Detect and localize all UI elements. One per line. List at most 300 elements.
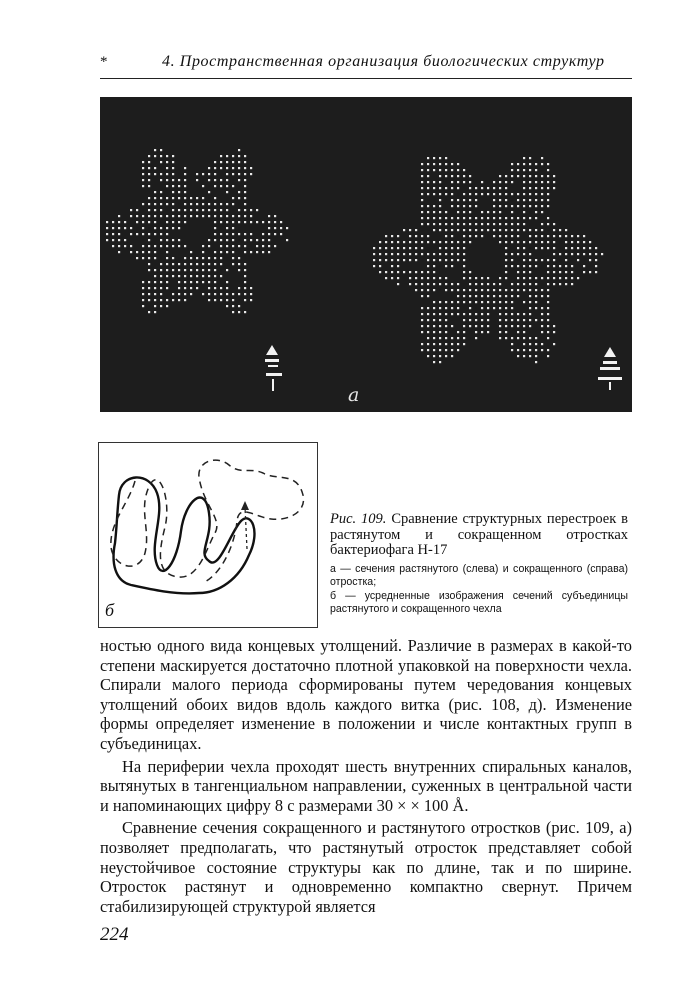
micrograph-dot (439, 187, 441, 189)
micrograph-dot (487, 277, 489, 279)
micrograph-image (100, 97, 632, 412)
micrograph-dot (487, 325, 489, 327)
micrograph-dot (274, 233, 276, 235)
micrograph-dot (427, 223, 429, 225)
micrograph-dot (535, 247, 537, 249)
micrograph-dot (391, 247, 393, 249)
micrograph-dot (397, 265, 399, 267)
micrograph-dot (481, 283, 483, 285)
page-header (100, 50, 632, 79)
micrograph-dot (118, 245, 120, 247)
micrograph-dot (238, 263, 240, 265)
micrograph-dot (469, 211, 471, 213)
micrograph-dot (439, 157, 441, 159)
micrograph-dot (421, 205, 423, 207)
micrograph-dot (469, 175, 471, 177)
micrograph-dot (493, 211, 495, 213)
micrograph-dot (268, 233, 270, 235)
micrograph-dot (166, 263, 168, 265)
micrograph-dot (244, 269, 246, 271)
micrograph-dot (160, 299, 162, 301)
micrograph-dot (166, 275, 168, 277)
micrograph-dot (547, 181, 549, 183)
micrograph-dot (439, 199, 441, 201)
micrograph-dot (172, 299, 174, 301)
micrograph-dot (433, 355, 435, 357)
micrograph-dot (373, 259, 375, 261)
micrograph-dot (493, 199, 495, 201)
micrograph-dot (475, 301, 477, 303)
micrograph-dot (220, 185, 222, 187)
micrograph-dot (220, 209, 222, 211)
micrograph-dot (469, 289, 471, 291)
micrograph-dot (148, 281, 150, 283)
micrograph-dot (475, 331, 477, 333)
micrograph-dot (463, 223, 465, 225)
micrograph-dot (154, 167, 156, 169)
micrograph-dot (244, 155, 246, 157)
micrograph-dot (226, 239, 228, 241)
micrograph-dot (385, 235, 387, 237)
micrograph-dot (433, 301, 435, 303)
micrograph-dot (535, 295, 537, 297)
micrograph-dot (178, 293, 180, 295)
micrograph-dot (481, 181, 483, 183)
micrograph-dot (178, 281, 180, 283)
micrograph-dot (571, 253, 573, 255)
micrograph-dot (415, 235, 417, 237)
micrograph-dot (445, 211, 447, 213)
micrograph-dot (238, 161, 240, 163)
micrograph-dot (481, 295, 483, 297)
figure-caption (330, 512, 628, 617)
micrograph-dot (439, 223, 441, 225)
micrograph-dot (463, 169, 465, 171)
micrograph-dot (214, 197, 216, 199)
micrograph-dot (166, 233, 168, 235)
micrograph-dot (421, 343, 423, 345)
micrograph-dot (214, 227, 216, 229)
micrograph-dot (499, 205, 501, 207)
caption-figure-number: Рис. 109. (330, 511, 387, 527)
micrograph-dot (487, 217, 489, 219)
micrograph-dot (451, 289, 453, 291)
micrograph-dot (178, 299, 180, 301)
micrograph-dot (274, 215, 276, 217)
micrograph-dot (403, 229, 405, 231)
micrograph-dot (541, 235, 543, 237)
micrograph-dot (445, 187, 447, 189)
micrograph-dot (511, 325, 513, 327)
micrograph-dot (445, 319, 447, 321)
micrograph-dot (469, 319, 471, 321)
micrograph-dot (541, 181, 543, 183)
micrograph-dot (226, 245, 228, 247)
micrograph-dot (571, 277, 573, 279)
micrograph-dot (499, 175, 501, 177)
micrograph-dot (529, 325, 531, 327)
micrograph-dot (148, 239, 150, 241)
micrograph-dot (517, 337, 519, 339)
micrograph-dot (232, 227, 234, 229)
micrograph-dot (232, 299, 234, 301)
micrograph-dot (214, 173, 216, 175)
micrograph-dot (148, 263, 150, 265)
micrograph-dot (154, 203, 156, 205)
micrograph-dot (202, 185, 204, 187)
micrograph-dot (529, 289, 531, 291)
micrograph-dot (379, 271, 381, 273)
micrograph-dot (148, 299, 150, 301)
paragraph-channels: На периферии чехла проходят шесть внутренних спиральных каналов, вытянутых в тангенциальном направлении, суженных в центральной части и напоминающих цифру 8 с размерами 30 × × 100 Å. (100, 756, 632, 815)
micrograph-dot (244, 233, 246, 235)
micrograph-dot (184, 167, 186, 169)
micrograph-dot (445, 193, 447, 195)
micrograph-dot (244, 221, 246, 223)
micrograph-dot (511, 175, 513, 177)
micrograph-dot (148, 287, 150, 289)
micrograph-dot (487, 193, 489, 195)
micrograph-dot (517, 193, 519, 195)
micrograph-dot (511, 289, 513, 291)
micrograph-dot (244, 287, 246, 289)
micrograph-dot (529, 181, 531, 183)
micrograph-dot (256, 209, 258, 211)
micrograph-dot (172, 239, 174, 241)
micrograph-dot (595, 247, 597, 249)
micrograph-dot (499, 283, 501, 285)
micrograph-dot (487, 319, 489, 321)
micrograph-dot (166, 257, 168, 259)
micrograph-dot (517, 253, 519, 255)
micrograph-dot (439, 229, 441, 231)
micrograph-dot (439, 331, 441, 333)
micrograph-dot (571, 241, 573, 243)
micrograph-dot (529, 253, 531, 255)
micrograph-dot (226, 293, 228, 295)
micrograph-dot (511, 295, 513, 297)
micrograph-dot (439, 283, 441, 285)
micrograph-dot (421, 223, 423, 225)
micrograph-dot (577, 247, 579, 249)
micrograph-dot (184, 269, 186, 271)
micrograph-dot (499, 199, 501, 201)
micrograph-dot (547, 271, 549, 273)
micrograph-dot (535, 187, 537, 189)
micrograph-dot (148, 209, 150, 211)
micrograph-dot (148, 251, 150, 253)
micrograph-dot (469, 223, 471, 225)
micrograph-dot (178, 185, 180, 187)
micrograph-dot (196, 275, 198, 277)
micrograph-dot (583, 265, 585, 267)
micrograph-dot (469, 277, 471, 279)
micrograph-dot (208, 287, 210, 289)
micrograph-dot (208, 275, 210, 277)
micrograph-dot (154, 287, 156, 289)
micrograph-dot (172, 227, 174, 229)
micrograph-dot (172, 173, 174, 175)
micrograph-dot (439, 211, 441, 213)
micrograph-dot (244, 161, 246, 163)
micrograph-dot (142, 293, 144, 295)
micrograph-dot (541, 223, 543, 225)
micrograph-dot (190, 197, 192, 199)
subunit-outlines (99, 443, 317, 627)
micrograph-dot (208, 179, 210, 181)
micrograph-dot (403, 247, 405, 249)
micrograph-dot (148, 167, 150, 169)
micrograph-dot (517, 349, 519, 351)
micrograph-dot (232, 257, 234, 259)
micrograph-dot (523, 157, 525, 159)
micrograph-dot (523, 241, 525, 243)
micrograph-dot (463, 301, 465, 303)
symmetry-marker-right (598, 347, 622, 390)
micrograph-dot (523, 349, 525, 351)
micrograph-dot (463, 289, 465, 291)
micrograph-dot (451, 169, 453, 171)
micrograph-dot (541, 259, 543, 261)
micrograph-dot (493, 289, 495, 291)
micrograph-dot (541, 247, 543, 249)
micrograph-dot (481, 319, 483, 321)
micrograph-dot (463, 277, 465, 279)
micrograph-dot (499, 307, 501, 309)
micrograph-dot (469, 181, 471, 183)
micrograph-dot (409, 259, 411, 261)
micrograph-dot (475, 223, 477, 225)
micrograph-dot (208, 293, 210, 295)
micrograph-dot (517, 265, 519, 267)
micrograph-dot (439, 205, 441, 207)
micrograph-dot (244, 185, 246, 187)
micrograph-dot (232, 245, 234, 247)
micrograph-dot (565, 229, 567, 231)
micrograph-dot (535, 211, 537, 213)
micrograph-dot (541, 313, 543, 315)
micrograph-dot (214, 233, 216, 235)
micrograph-dot (433, 163, 435, 165)
micrograph-dot (535, 163, 537, 165)
micrograph-dot (505, 337, 507, 339)
micrograph-dot (547, 217, 549, 219)
micrograph-dot (214, 209, 216, 211)
micrograph-dot (439, 355, 441, 357)
micrograph-dot (190, 281, 192, 283)
micrograph-dot (457, 313, 459, 315)
caption-title: Сравнение структурных перестроек в растянутом и сокращенном отростках бактериофага Н-17 (330, 511, 629, 558)
micrograph-dot (178, 263, 180, 265)
micrograph-dot (481, 307, 483, 309)
micrograph-dot (475, 337, 477, 339)
micrograph-dot (160, 305, 162, 307)
micrograph-dot (547, 355, 549, 357)
micrograph-dot (541, 199, 543, 201)
micrograph-dot (238, 215, 240, 217)
micrograph-dot (451, 181, 453, 183)
micrograph-dot (529, 205, 531, 207)
micrograph-dot (166, 245, 168, 247)
micrograph-dot (481, 235, 483, 237)
micrograph-dot (196, 179, 198, 181)
micrograph-dot (427, 277, 429, 279)
micrograph-dot (481, 211, 483, 213)
micrograph-dot (463, 295, 465, 297)
micrograph-dot (571, 283, 573, 285)
micrograph-dot (463, 319, 465, 321)
micrograph-dot (391, 241, 393, 243)
micrograph-dot (439, 253, 441, 255)
micrograph-dot (433, 259, 435, 261)
micrograph-dot (511, 169, 513, 171)
micrograph-dot (433, 331, 435, 333)
micrograph-dot (457, 307, 459, 309)
micrograph-dot (214, 257, 216, 259)
micrograph-dot (523, 247, 525, 249)
micrograph-dot (421, 211, 423, 213)
micrograph-dot (220, 161, 222, 163)
micrograph-dot (475, 277, 477, 279)
micrograph-dot (214, 287, 216, 289)
micrograph-dot (547, 163, 549, 165)
micrograph-dot (529, 187, 531, 189)
micrograph-dot (505, 277, 507, 279)
micrograph-dot (499, 241, 501, 243)
micrograph-dot (214, 299, 216, 301)
micrograph-dot (421, 217, 423, 219)
micrograph-dot (439, 217, 441, 219)
micrograph-dot (148, 197, 150, 199)
micrograph-dot (463, 235, 465, 237)
micrograph-dot (238, 209, 240, 211)
micrograph-dot (505, 307, 507, 309)
micrograph-dot (469, 199, 471, 201)
panel-b-label: б (105, 600, 115, 620)
micrograph-dot (220, 299, 222, 301)
micrograph-dot (106, 227, 108, 229)
micrograph-dot (499, 313, 501, 315)
micrograph-dot (553, 325, 555, 327)
micrograph-dot (487, 223, 489, 225)
micrograph-dot (130, 245, 132, 247)
micrograph-dot (553, 187, 555, 189)
micrograph-dot (439, 301, 441, 303)
micrograph-dot (439, 259, 441, 261)
micrograph-dot (445, 235, 447, 237)
micrograph-dot (553, 265, 555, 267)
micrograph-dot (469, 235, 471, 237)
micrograph-dot (583, 247, 585, 249)
micrograph-dot (517, 325, 519, 327)
micrograph-dot (535, 355, 537, 357)
symmetry-marker-left (265, 345, 282, 391)
micrograph-dot (499, 295, 501, 297)
micrograph-dot (244, 167, 246, 169)
micrograph-dot (397, 253, 399, 255)
micrograph-dot (529, 163, 531, 165)
micrograph-dot (391, 253, 393, 255)
micrograph-dot (535, 205, 537, 207)
micrograph-dot (421, 235, 423, 237)
micrograph-dot (154, 191, 156, 193)
micrograph-dot (202, 203, 204, 205)
micrograph-dot (541, 175, 543, 177)
micrograph-dot (238, 257, 240, 259)
micrograph-dot (511, 319, 513, 321)
micrograph-dot (280, 227, 282, 229)
micrograph-dot (160, 239, 162, 241)
micrograph-dot (577, 259, 579, 261)
micrograph-dot (511, 181, 513, 183)
micrograph-dot (385, 247, 387, 249)
micrograph-dot (136, 257, 138, 259)
micrograph-dot (451, 253, 453, 255)
micrograph-dot (166, 197, 168, 199)
micrograph-dot (589, 271, 591, 273)
micrograph-dot (232, 305, 234, 307)
micrograph-dot (523, 211, 525, 213)
micrograph-dot (220, 215, 222, 217)
micrograph-dot (208, 263, 210, 265)
micrograph-dot (178, 227, 180, 229)
micrograph-dot (409, 247, 411, 249)
micrograph-dot (517, 277, 519, 279)
micrograph-dot (529, 343, 531, 345)
micrograph-dot (142, 221, 144, 223)
micrograph-dot (196, 263, 198, 265)
micrograph-dot (379, 247, 381, 249)
micrograph-dot (142, 215, 144, 217)
micrograph-dot (433, 181, 435, 183)
micrograph-dot (517, 229, 519, 231)
micrograph-dot (214, 269, 216, 271)
micrograph-dot (439, 313, 441, 315)
micrograph-dot (154, 173, 156, 175)
micrograph-dot (268, 251, 270, 253)
micrograph-dot (469, 295, 471, 297)
micrograph-dot (214, 281, 216, 283)
micrograph-dot (208, 191, 210, 193)
micrograph-dot (451, 301, 453, 303)
micrograph-dot (226, 251, 228, 253)
micrograph-dot (487, 301, 489, 303)
micrograph-dot (184, 275, 186, 277)
micrograph-dot (523, 163, 525, 165)
micrograph-dot (553, 277, 555, 279)
micrograph-dot (517, 331, 519, 333)
micrograph-dot (136, 251, 138, 253)
micrograph-dot (445, 253, 447, 255)
micrograph-dot (385, 241, 387, 243)
micrograph-dot (220, 275, 222, 277)
micrograph-dot (232, 233, 234, 235)
micrograph-dot (118, 233, 120, 235)
micrograph-dot (559, 235, 561, 237)
micrograph-dot (475, 295, 477, 297)
micrograph-dot (475, 235, 477, 237)
micrograph-dot (469, 301, 471, 303)
micrograph-dot (511, 205, 513, 207)
micrograph-dot (451, 175, 453, 177)
micrograph-dot (256, 239, 258, 241)
micrograph-dot (391, 235, 393, 237)
micrograph-dot (535, 229, 537, 231)
micrograph-dot (172, 185, 174, 187)
micrograph-dot (244, 311, 246, 313)
micrograph-dot (547, 283, 549, 285)
micrograph-dot (541, 325, 543, 327)
